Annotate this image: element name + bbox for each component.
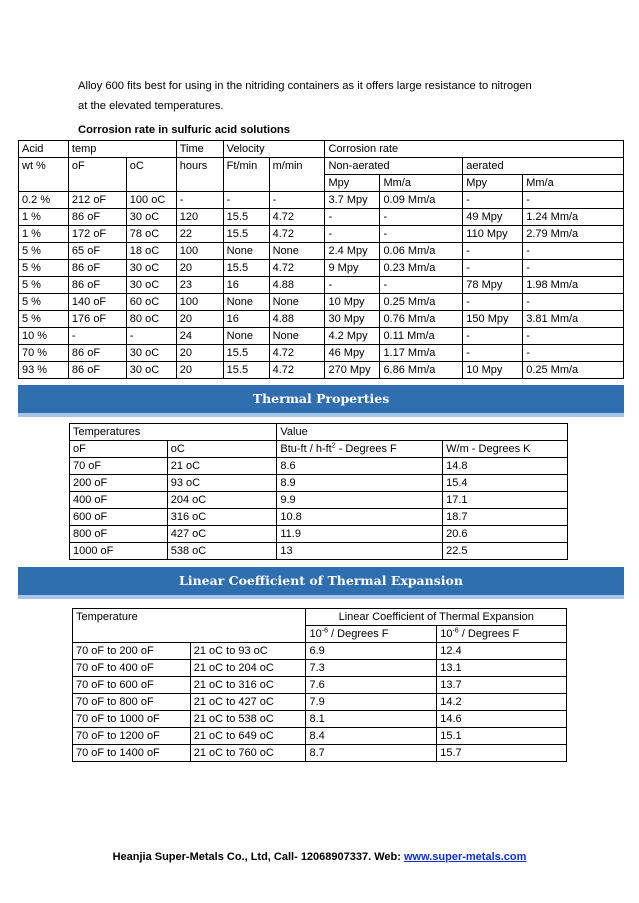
table-cell: - (523, 294, 624, 311)
table-cell: - (463, 243, 523, 260)
table-row (73, 745, 567, 762)
table-cell: 204 oC (167, 492, 277, 509)
table-cell: 0.76 Mm/a (380, 311, 463, 328)
table-cell: - (269, 192, 325, 209)
table-cell: 80 oC (126, 311, 176, 328)
table-cell: 70 % (19, 345, 69, 362)
table-cell: - (463, 345, 523, 362)
table-cell: 21 oC to 316 oC (190, 677, 306, 694)
table-cell: 800 oF (70, 526, 168, 543)
table-row (73, 728, 567, 745)
column-header: hours (176, 158, 223, 192)
table-cell: 100 (176, 243, 223, 260)
table-cell: 12.4 (437, 643, 567, 660)
table-cell: - (380, 277, 463, 294)
table-cell: 3.7 Mpy (325, 192, 380, 209)
table-cell: 24 (176, 328, 223, 345)
table-row (70, 509, 568, 526)
column-header: Ft/min (223, 158, 269, 192)
table-cell: 100 oC (126, 192, 176, 209)
table-row (70, 475, 568, 492)
table-cell: 4.72 (269, 226, 325, 243)
corrosion-table (18, 140, 624, 379)
table-cell: None (269, 294, 325, 311)
unit-text: / Degrees F (327, 628, 389, 640)
table-cell: 21 oC to 93 oC (190, 643, 306, 660)
table-cell: - (523, 192, 624, 209)
table-cell: 15.5 (223, 209, 269, 226)
table-cell: 150 Mpy (463, 311, 523, 328)
table-cell: 212 oF (68, 192, 126, 209)
column-header: Mm/a (380, 175, 463, 192)
table-cell: 15.5 (223, 345, 269, 362)
column-header: Mpy (325, 175, 380, 192)
linear-expansion-banner: Linear Coefficient of Thermal Expansion (18, 567, 624, 599)
table-cell: 30 oC (126, 209, 176, 226)
table-cell: - (523, 328, 624, 345)
table-cell: - (523, 345, 624, 362)
table-cell: None (269, 243, 325, 260)
table-cell: 1 % (19, 226, 69, 243)
table-cell: 21 oC to 760 oC (190, 745, 306, 762)
column-header: oC (167, 441, 277, 458)
table-row (70, 492, 568, 509)
table-cell: 120 (176, 209, 223, 226)
table-cell: 100 (176, 294, 223, 311)
table-cell: 21 oC to 427 oC (190, 694, 306, 711)
table-cell: 6.9 (306, 643, 437, 660)
intro-line: Alloy 600 fits best for using in the nitriding containers as it offers large resistance to nitrogen (78, 80, 532, 92)
table-row (19, 294, 624, 311)
table-cell: 600 oF (70, 509, 168, 526)
column-header: Non-aerated (325, 158, 463, 175)
table-cell: 21 oC (167, 458, 277, 475)
table-cell: - (68, 328, 126, 345)
table-cell: 5 % (19, 260, 69, 277)
table-cell: 4.88 (269, 311, 325, 328)
table-cell: 400 oF (70, 492, 168, 509)
table-row (73, 711, 567, 728)
table-cell: 49 Mpy (463, 209, 523, 226)
table-cell: 0.11 Mm/a (380, 328, 463, 345)
table-cell: 70 oF to 1400 oF (73, 745, 191, 762)
table-cell: 11.9 (277, 526, 443, 543)
table-cell: 86 oF (68, 209, 126, 226)
table-cell: 60 oC (126, 294, 176, 311)
table-cell: - (523, 243, 624, 260)
table-cell: 21 oC to 649 oC (190, 728, 306, 745)
column-header: Acid (19, 141, 69, 158)
table-row (73, 660, 567, 677)
table-cell: 8.4 (306, 728, 437, 745)
table-cell: 0.25 Mm/a (380, 294, 463, 311)
column-header: Mm/a (523, 175, 624, 192)
table-cell: 2.79 Mm/a (523, 226, 624, 243)
table-cell: 8.1 (306, 711, 437, 728)
table-cell: 140 oF (68, 294, 126, 311)
table-cell: 14.2 (437, 694, 567, 711)
column-header: Mpy (463, 175, 523, 192)
table-row (19, 311, 624, 328)
table-cell: 16 (223, 277, 269, 294)
table-cell: 15.5 (223, 260, 269, 277)
table-cell: 13.1 (437, 660, 567, 677)
table-row (19, 345, 624, 362)
table-row (19, 192, 624, 209)
header-row (19, 158, 624, 175)
table-cell: 0.06 Mm/a (380, 243, 463, 260)
table-cell: 4.72 (269, 362, 325, 379)
header-row (70, 424, 568, 441)
column-header (277, 441, 443, 458)
table-cell: 8.9 (277, 475, 443, 492)
table-cell: - (380, 209, 463, 226)
table-cell: 70 oF to 1000 oF (73, 711, 191, 728)
table-cell: 30 oC (126, 260, 176, 277)
table-cell: 5 % (19, 311, 69, 328)
table-cell: 8.7 (306, 745, 437, 762)
table-cell: 15.7 (437, 745, 567, 762)
unit-text: - Degrees F (335, 443, 397, 455)
table-cell: 70 oF to 600 oF (73, 677, 191, 694)
table-cell: 5 % (19, 294, 69, 311)
table-cell: 93 % (19, 362, 69, 379)
table-cell: 30 Mpy (325, 311, 380, 328)
table-cell: 4.72 (269, 345, 325, 362)
table-cell: 0.25 Mm/a (523, 362, 624, 379)
header-row (70, 441, 568, 458)
column-header: Linear Coefficient of Thermal Expansion (306, 609, 567, 626)
table-cell: 70 oF to 1200 oF (73, 728, 191, 745)
table-cell: 10 Mpy (325, 294, 380, 311)
unit-text: 10 (440, 628, 453, 640)
table-cell: - (463, 294, 523, 311)
table-cell: 110 Mpy (463, 226, 523, 243)
column-header (306, 626, 437, 643)
table-cell: 200 oF (70, 475, 168, 492)
table-row (70, 458, 568, 475)
table-row (19, 362, 624, 379)
table-cell: 1000 oF (70, 543, 168, 560)
table-cell: 22.5 (443, 543, 568, 560)
table-cell: 15.5 (223, 226, 269, 243)
table-row (19, 226, 624, 243)
table-cell: 427 oC (167, 526, 277, 543)
table-cell: 4.72 (269, 260, 325, 277)
column-header: aerated (463, 158, 624, 175)
table-cell: 1.17 Mm/a (380, 345, 463, 362)
table-row (73, 677, 567, 694)
table-cell: 0.2 % (19, 192, 69, 209)
column-header: Temperature (73, 609, 306, 643)
table-cell: 7.6 (306, 677, 437, 694)
thermal-properties-table (69, 423, 568, 560)
unit-text: 10 (309, 628, 322, 640)
table-cell: - (325, 277, 380, 294)
table-cell: 20 (176, 260, 223, 277)
intro-line: at the elevated temperatures. (78, 100, 224, 112)
table-cell: None (269, 328, 325, 345)
column-header (437, 626, 567, 643)
table-cell: 5 % (19, 277, 69, 294)
table-cell: 86 oF (68, 345, 126, 362)
table-cell: 30 oC (126, 277, 176, 294)
table-cell: 78 Mpy (463, 277, 523, 294)
table-cell: - (223, 192, 269, 209)
table-cell: 4.88 (269, 277, 325, 294)
table-cell: 3.81 Mm/a (523, 311, 624, 328)
table-cell: 316 oC (167, 509, 277, 526)
table-cell: 1 % (19, 209, 69, 226)
table-cell: - (176, 192, 223, 209)
column-header: oC (126, 158, 176, 192)
table-cell: None (223, 294, 269, 311)
footer (0, 851, 639, 863)
table-cell: 15.4 (443, 475, 568, 492)
table-cell: 4.72 (269, 209, 325, 226)
table-cell: 9 Mpy (325, 260, 380, 277)
header-row (19, 141, 624, 158)
table-cell: 176 oF (68, 311, 126, 328)
table-cell: 70 oF to 200 oF (73, 643, 191, 660)
table-cell: 86 oF (68, 362, 126, 379)
intro-paragraph (78, 76, 578, 116)
table-cell: 15.1 (437, 728, 567, 745)
table-cell: 65 oF (68, 243, 126, 260)
column-header: Velocity (223, 141, 325, 158)
column-header: Temperatures (70, 424, 277, 441)
table-cell: 30 oC (126, 345, 176, 362)
column-header: Time (176, 141, 223, 158)
table-cell: - (325, 226, 380, 243)
table-cell: 7.3 (306, 660, 437, 677)
unit-text: Btu-ft / h-ft (280, 443, 332, 455)
column-header: W/m - Degrees K (443, 441, 568, 458)
table-cell: - (325, 209, 380, 226)
table-cell: 86 oF (68, 260, 126, 277)
column-header: oF (70, 441, 168, 458)
linear-expansion-table (72, 608, 567, 762)
table-cell: 10 % (19, 328, 69, 345)
table-row (70, 526, 568, 543)
table-cell: 20.6 (443, 526, 568, 543)
table-row (73, 643, 567, 660)
table-cell: 18 oC (126, 243, 176, 260)
table-cell: - (126, 328, 176, 345)
table-cell: 0.23 Mm/a (380, 260, 463, 277)
table-cell: 15.5 (223, 362, 269, 379)
table-cell: 78 oC (126, 226, 176, 243)
table-cell: 6.86 Mm/a (380, 362, 463, 379)
table-cell: 14.6 (437, 711, 567, 728)
column-header: temp (68, 141, 176, 158)
table-cell: 4.2 Mpy (325, 328, 380, 345)
header-row (73, 609, 567, 626)
table-cell: None (223, 243, 269, 260)
thermal-properties-banner: Thermal Properties (18, 385, 624, 417)
table-cell: 21 oC to 538 oC (190, 711, 306, 728)
table-row (19, 209, 624, 226)
table-cell: 46 Mpy (325, 345, 380, 362)
table-cell: - (463, 260, 523, 277)
table-cell: 17.1 (443, 492, 568, 509)
table-cell: 16 (223, 311, 269, 328)
unit-exponent: -6 (321, 627, 328, 635)
table-cell: 10 Mpy (463, 362, 523, 379)
unit-text: / Degrees F (458, 628, 520, 640)
column-header: m/min (269, 158, 325, 192)
table-cell: 70 oF to 400 oF (73, 660, 191, 677)
table-row (19, 277, 624, 294)
table-cell: 1.24 Mm/a (523, 209, 624, 226)
table-row (19, 260, 624, 277)
table-row (70, 543, 568, 560)
column-header: oF (68, 158, 126, 192)
footer-text: Heanjia Super-Metals Co., Ltd, Call- 12068907337. Web: (112, 851, 404, 863)
table-cell: - (463, 328, 523, 345)
table-cell: None (223, 328, 269, 345)
table-row (19, 243, 624, 260)
table-cell: 10.8 (277, 509, 443, 526)
table-cell: 22 (176, 226, 223, 243)
table-cell: 0.09 Mm/a (380, 192, 463, 209)
table-cell: 23 (176, 277, 223, 294)
table-cell: 13.7 (437, 677, 567, 694)
column-header: Value (277, 424, 568, 441)
table-cell: 270 Mpy (325, 362, 380, 379)
table-cell: - (380, 226, 463, 243)
column-header: wt % (19, 158, 69, 192)
table-cell: 538 oC (167, 543, 277, 560)
table-cell: 21 oC to 204 oC (190, 660, 306, 677)
table-cell: 20 (176, 311, 223, 328)
table-cell: 13 (277, 543, 443, 560)
table-cell: 18.7 (443, 509, 568, 526)
table-cell: 93 oC (167, 475, 277, 492)
table-cell: 5 % (19, 243, 69, 260)
table-cell: 86 oF (68, 277, 126, 294)
table-cell: - (523, 260, 624, 277)
unit-exponent: 2 (331, 442, 336, 450)
table-cell: 30 oC (126, 362, 176, 379)
table-cell: 7.9 (306, 694, 437, 711)
corrosion-caption: Corrosion rate in sulfuric acid solutions (78, 124, 290, 136)
table-cell: 20 (176, 345, 223, 362)
table-cell: 9.9 (277, 492, 443, 509)
unit-exponent: -6 (452, 627, 459, 635)
table-cell: 20 (176, 362, 223, 379)
column-header: Corrosion rate (325, 141, 624, 158)
table-row (19, 328, 624, 345)
table-cell: - (463, 192, 523, 209)
website-link[interactable]: www.super-metals.com (403, 851, 527, 863)
table-cell: 1.98 Mm/a (523, 277, 624, 294)
table-cell: 70 oF to 800 oF (73, 694, 191, 711)
table-cell: 14.8 (443, 458, 568, 475)
table-row (73, 694, 567, 711)
table-cell: 2.4 Mpy (325, 243, 380, 260)
table-cell: 8.6 (277, 458, 443, 475)
table-cell: 70 oF (70, 458, 168, 475)
table-cell: 172 oF (68, 226, 126, 243)
